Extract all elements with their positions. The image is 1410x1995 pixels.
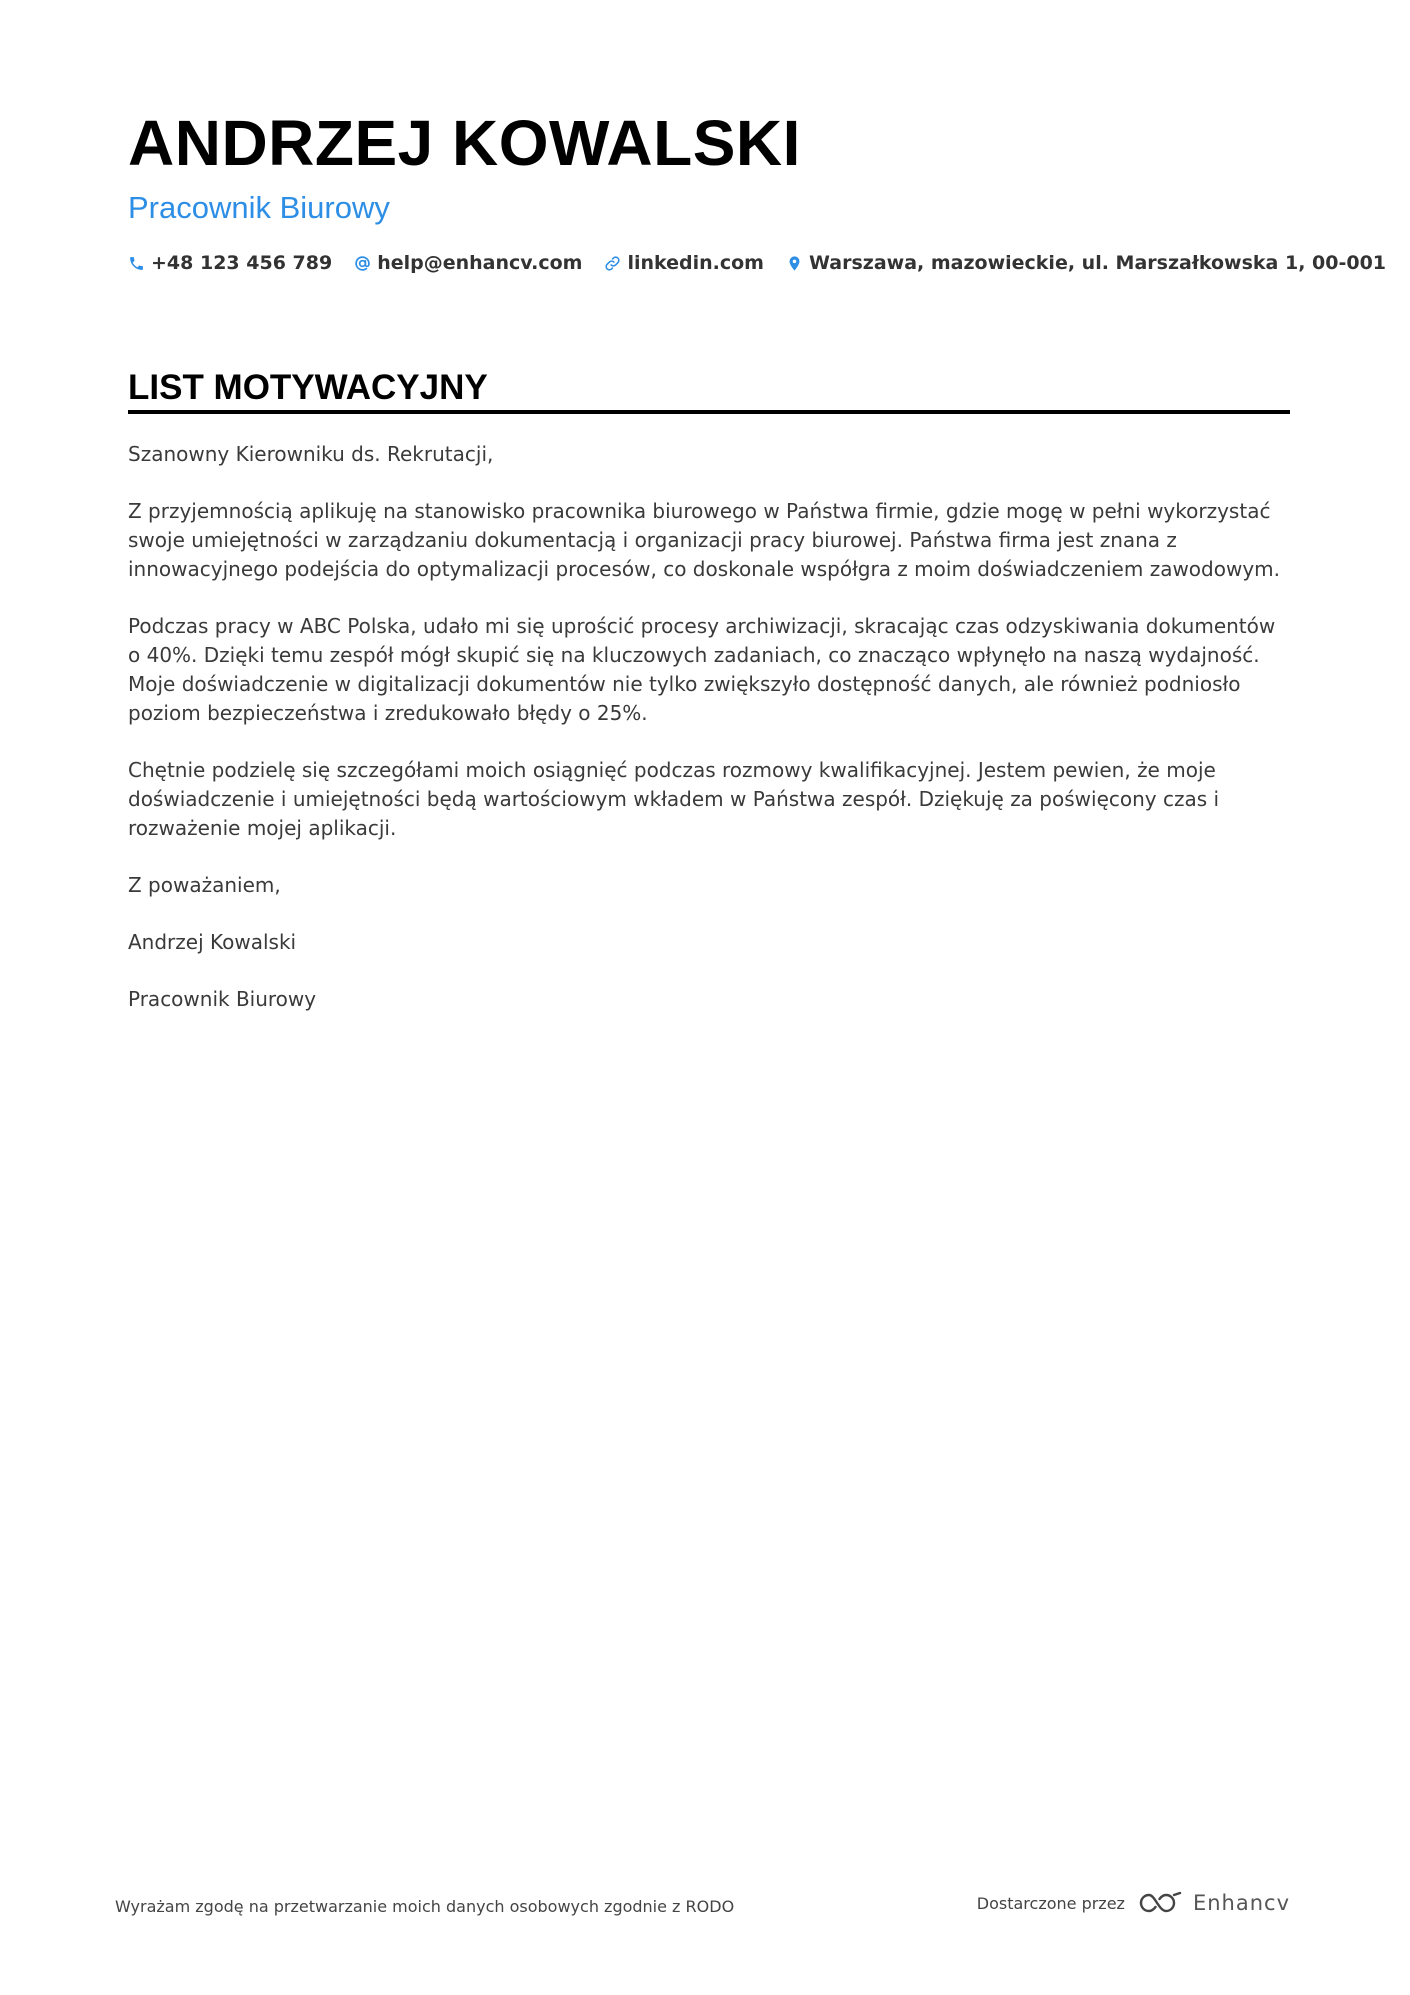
letter-paragraph-1: Z przyjemnością aplikuję na stanowisko pracownika biurowego w Państwa firmie, gdzie mogę w pełni wykorzystać swoje umiejętności w zarządzaniu dokumentacją i organizacji pracy biurowej. Państwa firma jest znana z innowacyjnego podejścia do optymalizacji procesów, co doskonale współgra z moim doświadczeniem zawodowym. [128,499,1281,581]
job-title: Pracownik Biurowy [128,190,390,225]
footer-branding [977,1890,1290,1916]
email-address: help@enhancv.com [377,252,583,274]
phone-number: +48 123 456 789 [151,252,333,274]
candidate-name: ANDRZEJ KOWALSKI [128,107,801,179]
contact-email [354,252,582,274]
contact-bar [128,252,1386,274]
enhancv-logo[interactable] [1137,1890,1290,1916]
letter-body [128,440,1290,1042]
brand-name: Enhancv [1192,1891,1290,1915]
contact-linkedin [604,252,764,274]
at-icon [354,255,371,272]
section-title: LIST MOTYWACYJNY [128,368,488,407]
provided-by-label: Dostarczone przez [976,1893,1125,1913]
letter-paragraph-3: Chętnie podzielę się szczegółami moich osiągnięć podczas rozmowy kwalifikacyjnej. Jestem pewien, że moje doświadczenie i umiejętności będą wartościowym wkładem w Państwa zespół. Dziękuję za poświęcony czas i rozważenie mojej aplikacji. [128,758,1220,840]
contact-phone [128,252,332,274]
letter-closing: Z poważaniem, [128,873,281,897]
letter-paragraph-2: Podczas pracy w ABC Polska, udało mi się uprościć procesy archiwizacji, skracając czas odzyskiwania dokumentów o 40%. Dzięki temu zespół mógł skupić się na kluczowych zadaniach, co znacząco wpłynęło na naszą wydajność. Moje doświadczenie w digitalizacji dokumentów nie tylko zwiększyło dostępność danych, ale również podniosło poziom bezpieczeństwa i zredukowało błędy o 25%. [128,614,1276,725]
signature-title: Pracownik Biurowy [128,987,317,1011]
contact-address [786,252,1386,274]
section-divider [128,410,1290,414]
location-pin-icon [786,255,803,272]
gdpr-consent-note: Wyrażam zgodę na przetwarzanie moich danych osobowych zgodnie z RODO [115,1897,735,1916]
infinity-logo-icon [1137,1890,1183,1916]
address-text: Warszawa, mazowieckie, ul. Marszałkowska 1, 00-001 [808,252,1387,274]
linkedin-link: linkedin.com [627,252,764,274]
link-icon [604,255,621,272]
letter-salutation: Szanowny Kierowniku ds. Rekrutacji, [128,442,494,466]
signature-name: Andrzej Kowalski [128,930,297,954]
phone-icon [128,255,145,272]
